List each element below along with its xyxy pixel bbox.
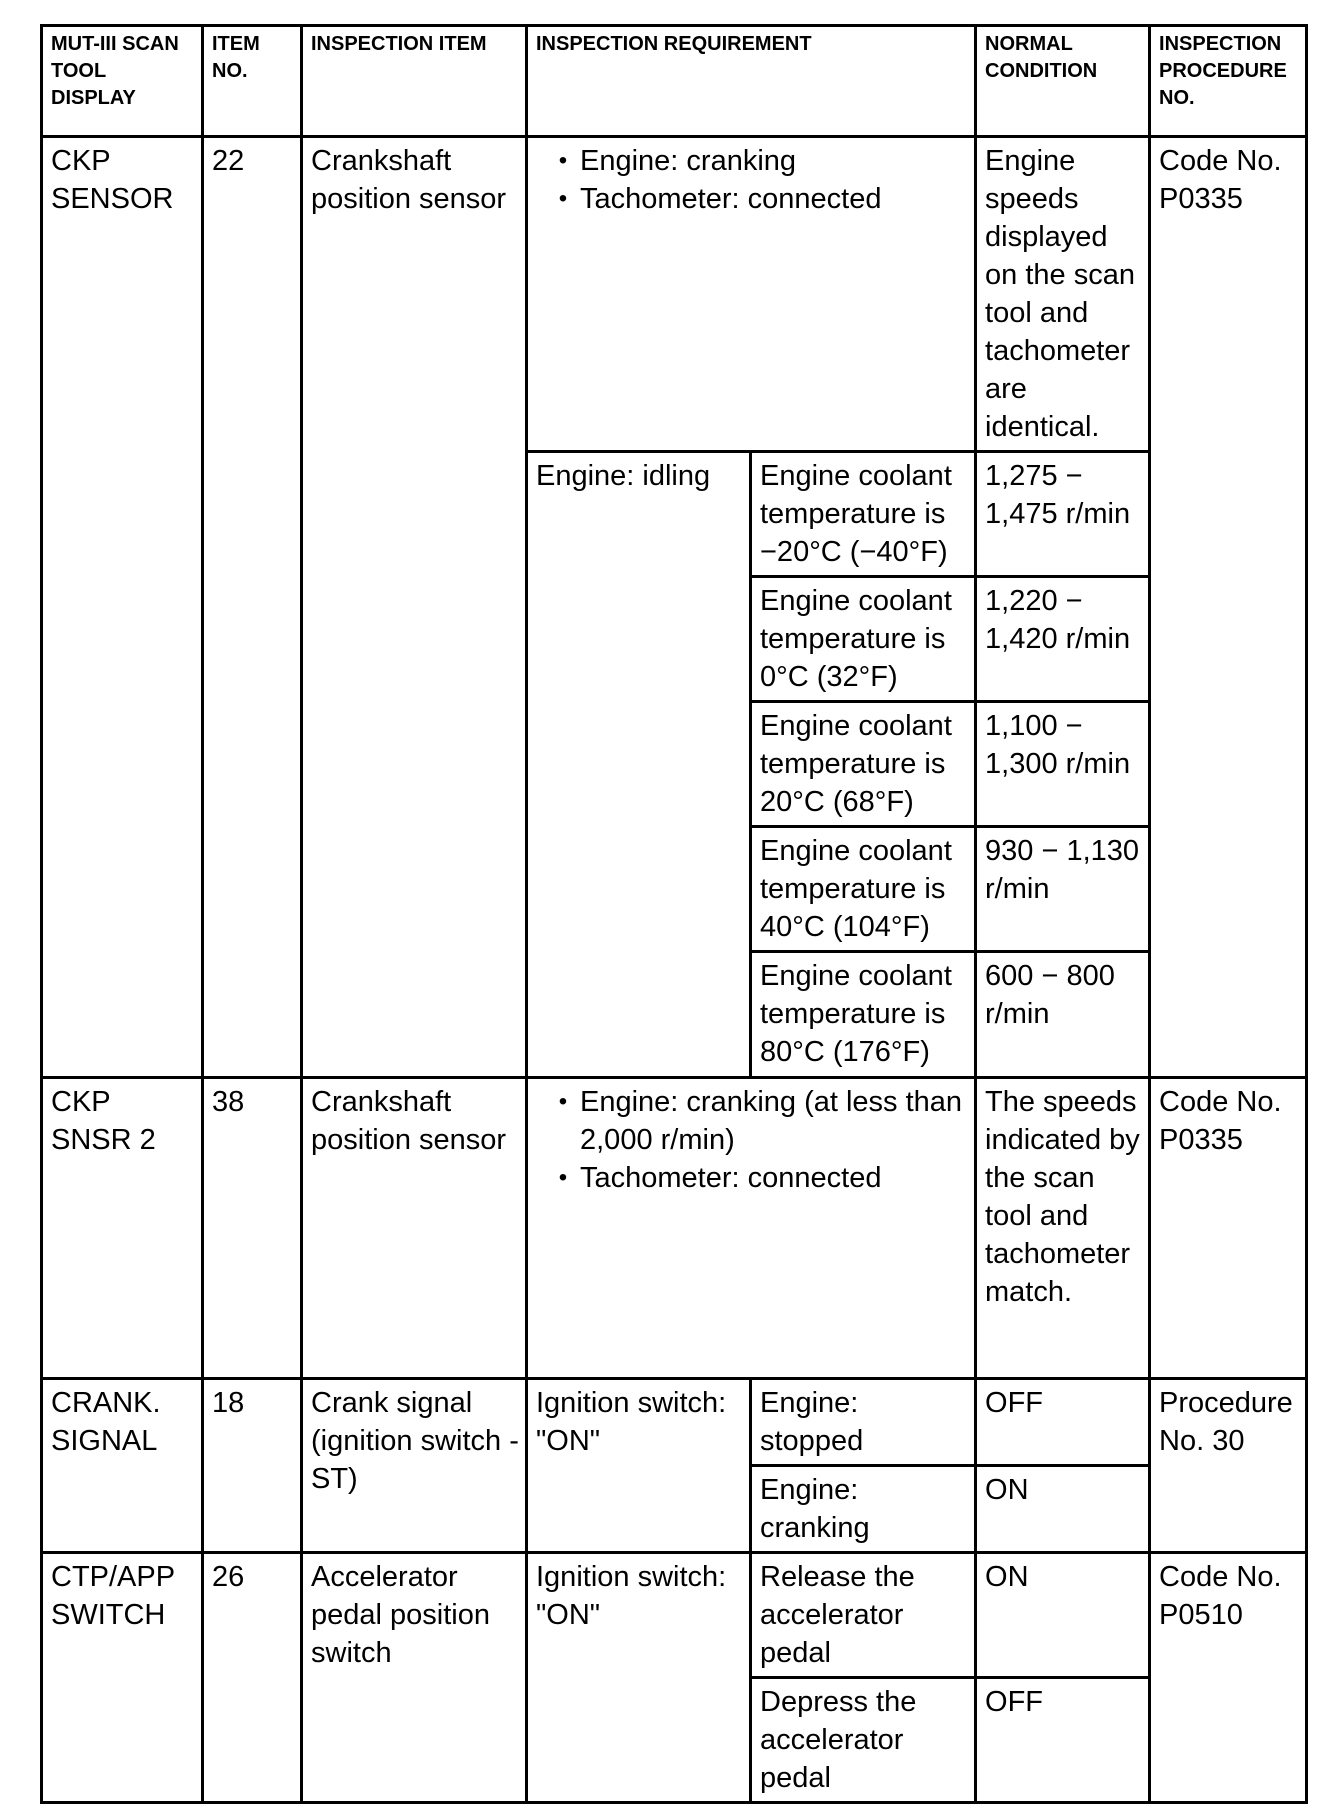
bullet-label: Tachometer: connected xyxy=(580,183,882,215)
cell-inspection-item: Crankshaft position sensor xyxy=(302,137,527,1078)
cell-normal-condition: Engine speeds displayed on the scan tool and tachometer are identical. xyxy=(976,137,1150,452)
list-item xyxy=(534,142,968,180)
cell-sub-normal: 1,275 − 1,475 r/min xyxy=(976,452,1150,577)
cell-sub-requirement: Ignition switch: "ON" xyxy=(527,1553,751,1803)
header-inspection-requirement: INSPECTION REQUIREMENT xyxy=(527,26,976,137)
cell-display: CTP/APP SWITCH xyxy=(42,1553,203,1803)
cell-item-no: 22 xyxy=(203,137,302,1078)
cell-requirement-bullets xyxy=(527,137,976,452)
header-normal-condition: NORMAL CONDITION xyxy=(976,26,1150,137)
table-row xyxy=(42,1379,1307,1466)
cell-sub-condition: Engine coolant temperature is −20°C (−40°F) xyxy=(751,452,976,577)
cell-sub-condition: Depress the accelerator pedal xyxy=(751,1678,976,1803)
bullet-label: Engine: cranking xyxy=(580,145,797,177)
header-scan-tool-display: MUT-III SCAN TOOL DISPLAY xyxy=(42,26,203,137)
cell-sub-normal: ON xyxy=(976,1466,1150,1553)
bullet-icon: • xyxy=(558,1164,568,1191)
cell-sub-condition: Engine coolant temperature is 80°C (176°F) xyxy=(751,952,976,1078)
inspection-spec-table xyxy=(40,24,1308,1804)
header-item-no: ITEM NO. xyxy=(203,26,302,137)
bullet-icon: • xyxy=(558,1088,568,1115)
table-row xyxy=(42,1078,1307,1379)
cell-procedure-no: Procedure No. 30 xyxy=(1150,1379,1307,1553)
bullet-label: Tachometer: connected xyxy=(580,1162,882,1194)
cell-inspection-item: Crank signal (ignition switch - ST) xyxy=(302,1379,527,1553)
cell-inspection-item: Accelerator pedal position switch xyxy=(302,1553,527,1803)
list-item xyxy=(534,1083,968,1159)
cell-display: CRANK. SIGNAL xyxy=(42,1379,203,1553)
bullet-icon: • xyxy=(558,185,568,212)
table-row xyxy=(42,1553,1307,1678)
cell-sub-condition: Engine: stopped xyxy=(751,1379,976,1466)
cell-sub-condition: Engine coolant temperature is 20°C (68°F) xyxy=(751,702,976,827)
cell-display: CKP SENSOR xyxy=(42,137,203,1078)
cell-item-no: 38 xyxy=(203,1078,302,1379)
list-item xyxy=(534,180,968,218)
cell-sub-normal: ON xyxy=(976,1553,1150,1678)
cell-inspection-item: Crankshaft position sensor xyxy=(302,1078,527,1379)
list-item xyxy=(534,1159,968,1197)
header-inspection-item: INSPECTION ITEM xyxy=(302,26,527,137)
cell-sub-normal: OFF xyxy=(976,1678,1150,1803)
cell-procedure-no: Code No. P0335 xyxy=(1150,1078,1307,1379)
cell-sub-condition: Release the accelerator pedal xyxy=(751,1553,976,1678)
cell-item-no: 26 xyxy=(203,1553,302,1803)
cell-sub-condition: Engine coolant temperature is 0°C (32°F) xyxy=(751,577,976,702)
cell-sub-normal: 1,100 − 1,300 r/min xyxy=(976,702,1150,827)
cell-item-no: 18 xyxy=(203,1379,302,1553)
cell-sub-normal: OFF xyxy=(976,1379,1150,1466)
cell-sub-normal: 600 − 800 r/min xyxy=(976,952,1150,1078)
header-row xyxy=(42,26,1307,137)
cell-sub-requirement: Ignition switch: "ON" xyxy=(527,1379,751,1553)
cell-sub-normal: 1,220 − 1,420 r/min xyxy=(976,577,1150,702)
bullet-label: Engine: cranking (at less than 2,000 r/min) xyxy=(580,1086,963,1156)
cell-display: CKP SNSR 2 xyxy=(42,1078,203,1379)
header-inspection-procedure-no: INSPECTION PROCEDURE NO. xyxy=(1150,26,1307,137)
cell-sub-requirement: Engine: idling xyxy=(527,452,751,1078)
cell-procedure-no: Code No. P0335 xyxy=(1150,137,1307,1078)
table-row xyxy=(42,137,1307,452)
cell-requirement-bullets xyxy=(527,1078,976,1379)
cell-sub-condition: Engine coolant temperature is 40°C (104°F) xyxy=(751,827,976,952)
cell-sub-condition: Engine: cranking xyxy=(751,1466,976,1553)
bullet-icon: • xyxy=(558,147,568,174)
cell-procedure-no: Code No. P0510 xyxy=(1150,1553,1307,1803)
cell-sub-normal: 930 − 1,130 r/min xyxy=(976,827,1150,952)
cell-normal-condition: The speeds indicated by the scan tool and tachometer match. xyxy=(976,1078,1150,1379)
